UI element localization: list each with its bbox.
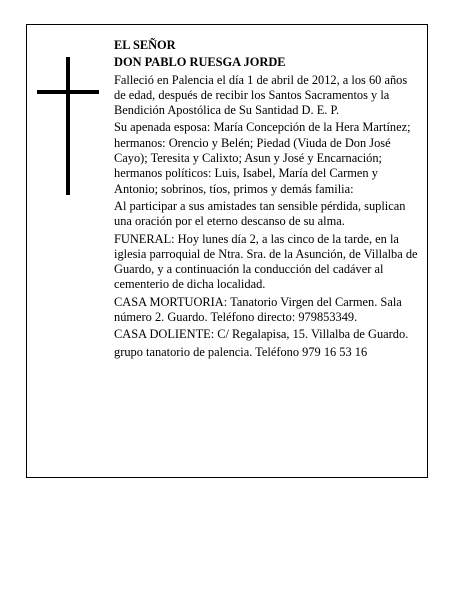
- death-notice-paragraph: Falleció en Palencia el día 1 de abril de 2012, a los 60 años de edad, después de recibir los Santos Sacramentos y la Bendición Apostólica de Su Santidad D. E. P.: [114, 72, 408, 118]
- cross-icon: [66, 57, 70, 195]
- deceased-name: DON PABLO RUESGA JORDE: [114, 55, 286, 70]
- family-home-paragraph: CASA DOLIENTE: C/ Regalapisa, 15. Villalba de Guardo.: [114, 327, 409, 342]
- obituary-text: [114, 38, 420, 362]
- funeral-paragraph: FUNERAL: Hoy lunes día 2, a las cinco de la tarde, en la iglesia parroquial de Ntra. Sra. de la Asunción, de Villalba de Guardo, y a continuación la conducción del cadáver al cementerio de dicha localidad.: [114, 231, 418, 292]
- contact-paragraph: grupo tanatorio de palencia. Teléfono 979 16 53 16: [114, 344, 368, 359]
- obituary-title: EL SEÑOR: [114, 38, 176, 52]
- prayer-paragraph: Al participar a sus amistades tan sensible pérdida, suplican una oración por el eterno descanso de su alma.: [114, 198, 406, 229]
- cross-icon-bar: [37, 90, 99, 94]
- funeral-home-paragraph: CASA MORTUORIA: Tanatorio Virgen del Carmen. Sala número 2. Guardo. Teléfono directo: 979853349.: [114, 294, 402, 325]
- family-paragraph: Su apenada esposa: María Concepción de la Hera Martínez; hermanos: Orencio y Belén; Piedad (Viuda de Don José Cayo); Teresita y Calixto; Asun y José y Encarnación; hermanos políticos: Luis, Isabel, María del Carmen y Antonio; sobrinos, tíos, primos y demás familia:: [114, 120, 411, 196]
